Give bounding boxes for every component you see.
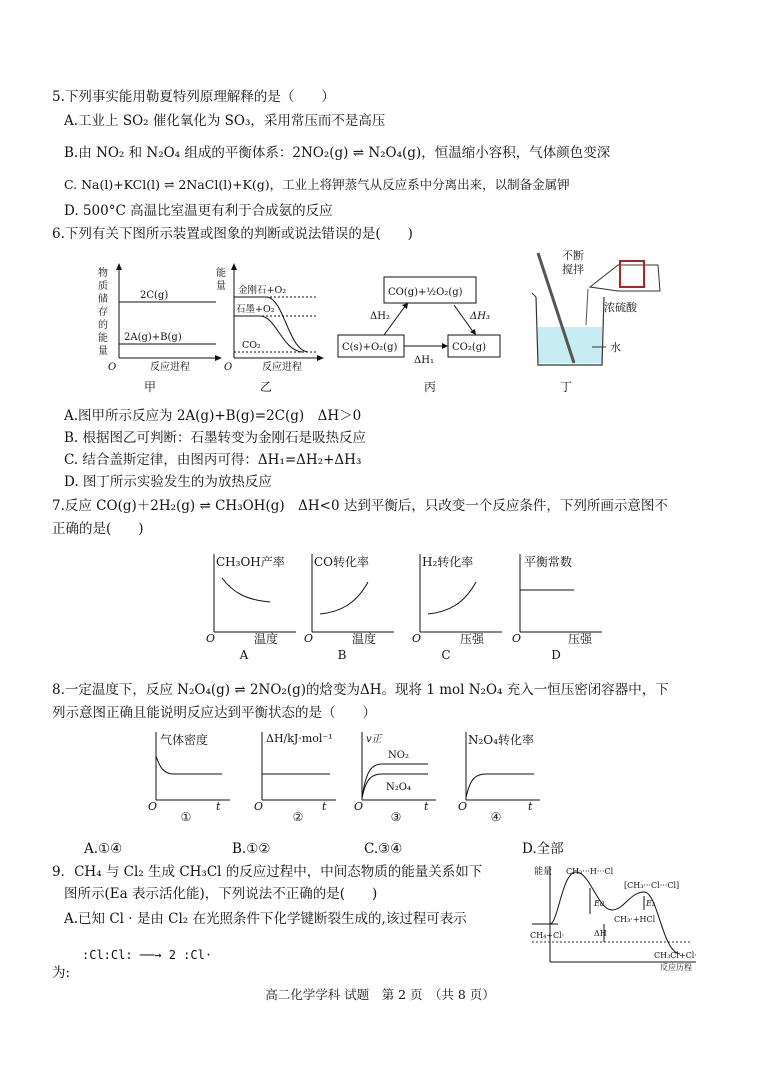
q7-graph-b-svg bbox=[304, 552, 399, 644]
q8-graph-2-svg bbox=[252, 728, 342, 812]
q7-stem-1: 7.反应 CO(g)＋2H₂(g) ⇌ CH₃OH(g) ΔH<0 达到平衡后，只改变一个反应条件，下列所画示意图不 bbox=[52, 498, 668, 514]
q9-option-a: A.已知 Cl · 是由 Cl₂ 在光照条件下化学键断裂生成的,该过程可表示 bbox=[64, 911, 467, 927]
q9-e2: E₂ bbox=[646, 899, 656, 908]
q7a-origin: O bbox=[206, 632, 216, 645]
q8g2-title: ΔH/kJ·mol⁻¹ bbox=[266, 732, 333, 745]
q9-dh: ΔH bbox=[594, 929, 607, 938]
bing-box3-label: CO₂(g) bbox=[452, 342, 487, 353]
q9-stem-1: 9．CH₄ 与 Cl₂ 生成 CH₃Cl 的反应过程中，中间态物质的能量关系如下 bbox=[52, 864, 483, 880]
jia-bottom-label: 2A(g)+B(g) bbox=[124, 332, 182, 343]
q5-option-b: B.由 NO₂ 和 N₂O₄ 组成的平衡体系：2NO₂(g) ⇌ N₂O₄(g)，恒温缩小容积，气体颜色变深 bbox=[64, 145, 611, 161]
bing-h3-label: ΔH₃ bbox=[470, 311, 490, 322]
q8g2-origin: O bbox=[254, 800, 264, 813]
jia-ylabel-1: 质 bbox=[98, 281, 108, 292]
q7c-xlabel: 压强 bbox=[460, 632, 485, 646]
jia-y-arrow bbox=[116, 263, 122, 270]
page-footer: 高二化学学科 试题 第 2 页 （共 8 页） bbox=[265, 987, 495, 1002]
figure-ding-svg bbox=[526, 247, 676, 372]
q7d-title: 平衡常数 bbox=[524, 555, 573, 569]
q9-electron-equation: :Cl:Cl: ──→ 2 :Cl· bbox=[82, 948, 213, 962]
jia-ylabel-3: 存 bbox=[98, 307, 108, 318]
yi-l2: 石墨+O₂ bbox=[236, 304, 275, 315]
q7-graph-c-svg bbox=[412, 552, 507, 644]
jia-ylabel-5: 能 bbox=[98, 333, 108, 344]
q9-end: CH₃Cl+Cl· bbox=[654, 951, 697, 960]
jia-ylabel-0: 物 bbox=[98, 268, 108, 279]
yi-ylabel-1: 量 bbox=[216, 281, 226, 292]
q8-graph-2 bbox=[252, 728, 342, 812]
q8g2-xlabel: t bbox=[322, 800, 327, 813]
q7b-xlabel: 温度 bbox=[352, 632, 377, 646]
q8-graph-1 bbox=[146, 728, 236, 812]
q7-graph-b bbox=[304, 552, 399, 644]
q8g4-title: N₂O₄转化率 bbox=[468, 733, 534, 747]
q7b-caption: B bbox=[337, 648, 347, 662]
q9-stem-2: 图所示(Ea 表示活化能)，下列说法不正确的是( ) bbox=[64, 886, 378, 902]
q6-option-c: C. 结合盖斯定律，由图丙可得：ΔH₁=ΔH₂+ΔH₃ bbox=[64, 452, 362, 468]
jia-top-label: 2C(g) bbox=[140, 290, 169, 301]
yi-l3: CO₂ bbox=[242, 340, 261, 351]
q8g2-caption: ② bbox=[292, 810, 304, 824]
q5-option-c: C. Na(l)+KCl(l) ⇌ 2NaCl(l)+K(g)，工业上将钾蒸气从反应系中分离出来，以制备金属钾 bbox=[64, 177, 570, 192]
q8g3-s1: NO₂ bbox=[388, 750, 409, 761]
figure-jia bbox=[94, 262, 224, 372]
q8-option-a: A.①④ bbox=[84, 841, 123, 857]
q6-stem: 6.下列有关下图所示装置或图象的判断或说法错误的是( ) bbox=[52, 226, 413, 242]
q8g3-xlabel: t bbox=[424, 800, 429, 813]
q5-option-d: D. 500°C 高温比室温更有利于合成氨的反应 bbox=[64, 203, 333, 219]
jia-caption: 甲 bbox=[143, 380, 156, 394]
q7-graph-a-svg bbox=[206, 552, 301, 644]
q7c-title: H₂转化率 bbox=[422, 555, 474, 569]
q7a-xlabel: 温度 bbox=[254, 632, 279, 646]
q9-ylabel: 能量 bbox=[534, 867, 553, 877]
q8g3-caption: ③ bbox=[390, 810, 402, 824]
q9-energy-diagram bbox=[530, 862, 700, 970]
q8g1-origin: O bbox=[148, 800, 158, 813]
q7c-curve bbox=[428, 582, 476, 614]
yi-caption: 乙 bbox=[259, 380, 272, 394]
ding-beaker-lip bbox=[532, 293, 536, 297]
figure-yi bbox=[216, 262, 326, 372]
q8g1-xlabel: t bbox=[216, 800, 221, 813]
q7-graph-c bbox=[412, 552, 507, 644]
yi-x-arrow bbox=[317, 355, 324, 361]
q8-graph-3 bbox=[352, 728, 442, 812]
jia-ylabel-4: 的 bbox=[98, 320, 108, 331]
q7a-title: CH₃OH产率 bbox=[216, 555, 285, 569]
q7a-caption: A bbox=[239, 648, 249, 662]
q8g4-curve bbox=[466, 774, 534, 798]
q7c-origin: O bbox=[412, 632, 422, 645]
q8g3-s2: N₂O₄ bbox=[386, 782, 411, 793]
q8g4-origin: O bbox=[458, 800, 468, 813]
q9-ts1: CH₃···H···Cl bbox=[566, 867, 614, 876]
yi-y-arrow bbox=[231, 263, 237, 270]
q5-stem: 5.下列事实能用勒夏特列原理解释的是（ ） bbox=[52, 89, 335, 105]
jia-ylabel-2: 储 bbox=[98, 294, 108, 305]
q9-xlabel: 反应历程 bbox=[660, 963, 692, 972]
q8g4-xlabel: t bbox=[528, 800, 533, 813]
q7-graph-a bbox=[206, 552, 301, 644]
q7d-xlabel: 压强 bbox=[568, 632, 593, 646]
bing-caption: 丙 bbox=[423, 380, 436, 394]
q6-option-a: A.图甲所示反应为 2A(g)+B(g)=2C(g) ΔH＞0 bbox=[64, 408, 362, 424]
ding-stream bbox=[586, 289, 588, 325]
ding-stir-label-2: 搅拌 bbox=[562, 263, 584, 276]
q9-wei: 为: bbox=[52, 965, 71, 981]
figure-jia-svg bbox=[94, 262, 224, 372]
ding-acid-label: 浓硫酸 bbox=[604, 301, 637, 314]
q8-stem-2: 列示意图正确且能说明反应达到平衡状态的是（ ） bbox=[52, 705, 376, 721]
q8g4-caption: ④ bbox=[490, 810, 502, 824]
bing-arrowhead-h2 bbox=[402, 303, 408, 309]
q7-graph-d bbox=[512, 552, 607, 644]
q8-graph-4-svg bbox=[456, 728, 546, 812]
bing-arrowhead-h1 bbox=[442, 343, 448, 349]
q7d-origin: O bbox=[512, 632, 522, 645]
jia-xlabel: 反应进程 bbox=[150, 362, 190, 373]
q9-ea: Ea bbox=[594, 899, 605, 908]
q9-energy-svg bbox=[530, 862, 700, 970]
q7c-caption: C bbox=[441, 648, 451, 662]
q9-start: CH₄+Cl· bbox=[530, 931, 565, 940]
figure-bing-svg bbox=[336, 275, 506, 365]
q8-graph-3-svg bbox=[352, 728, 442, 812]
q7-graph-d-svg bbox=[512, 552, 607, 644]
bing-h1-label: ΔH₁ bbox=[414, 355, 434, 366]
q8g1-title: 气体密度 bbox=[160, 733, 209, 747]
yi-l1: 金刚石+O₂ bbox=[238, 285, 287, 296]
q7b-origin: O bbox=[304, 632, 314, 645]
q8g3-origin: O bbox=[354, 800, 364, 813]
yi-origin: O bbox=[224, 362, 233, 373]
yi-xlabel: 反应进程 bbox=[262, 362, 302, 373]
q8-stem-1: 8.一定温度下，反应 N₂O₄(g) ⇌ 2NO₂(g)的焓变为ΔH。现将 1 mol N₂O₄ 充入一恒压密闭容器中，下 bbox=[52, 682, 669, 698]
q7d-caption: D bbox=[551, 648, 561, 662]
ding-water-label: 水 bbox=[610, 341, 621, 354]
q7b-curve bbox=[320, 582, 368, 614]
q9-inter: CH₃·+HCl bbox=[614, 915, 656, 924]
jia-origin: O bbox=[108, 362, 117, 373]
q7b-title: CO转化率 bbox=[314, 555, 370, 569]
q8g1-curve bbox=[156, 756, 222, 774]
ding-water bbox=[538, 327, 602, 363]
yi-ylabel-0: 能 bbox=[216, 268, 226, 279]
ding-stir-label: 不断 bbox=[562, 249, 584, 262]
bing-box2-label: C(s)+O₂(g) bbox=[342, 342, 398, 353]
q5-option-a: A.工业上 SO₂ 催化氧化为 SO₃，采用常压而不是高压 bbox=[64, 113, 386, 129]
q7-stem-2: 正确的是( ) bbox=[52, 521, 144, 537]
q8-option-c: C.③④ bbox=[364, 841, 403, 857]
bing-h2-label: ΔH₂ bbox=[370, 311, 390, 322]
q8-graph-4 bbox=[456, 728, 546, 812]
q8g1-caption: ① bbox=[180, 810, 192, 824]
q6-option-b: B. 根据图乙可判断：石墨转变为金刚石是吸热反应 bbox=[64, 430, 367, 446]
q8-graph-1-svg bbox=[146, 728, 236, 812]
figure-bing bbox=[336, 275, 506, 365]
q7a-curve bbox=[222, 578, 270, 602]
ding-caption: 丁 bbox=[559, 380, 572, 394]
q9-ts2: [CH₃···Cl···Cl] bbox=[624, 881, 680, 890]
figure-ding bbox=[526, 247, 676, 372]
bing-arrowhead-h3 bbox=[470, 329, 476, 335]
q8-option-b: B.①② bbox=[232, 841, 271, 857]
q8-option-d: D.全部 bbox=[522, 841, 564, 857]
bing-box1-label: CO(g)+½O₂(g) bbox=[388, 287, 463, 298]
q8g3-title: v正 bbox=[366, 734, 382, 745]
figure-yi-svg bbox=[216, 262, 326, 372]
jia-ylabel-6: 量 bbox=[98, 346, 108, 357]
q6-option-d: D. 图丁所示实验发生的为放热反应 bbox=[64, 474, 272, 490]
